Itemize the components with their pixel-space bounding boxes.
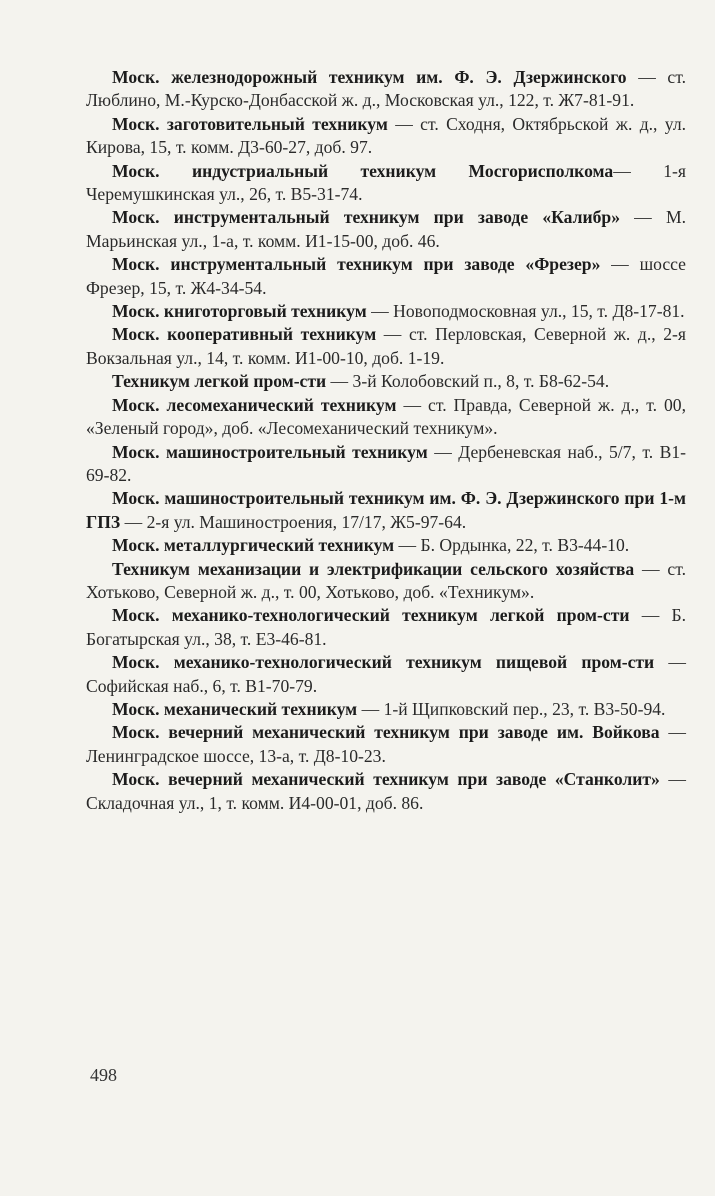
entry-name: Техникум механизации и электрификации сельского хозяйства [112,558,635,579]
directory-entry [86,394,686,441]
entry-name: Моск. книготорговый техникум [112,301,367,322]
entry-name: Моск. механико-технологический техникум пищевой пром-сти [112,652,655,673]
directory-entry [86,534,686,557]
entry-details: — Б. Ордынка, 22, т. В3-44-10. [394,535,630,556]
directory-entry [86,768,686,815]
entry-name: Моск. индустриальный техникум Мосгорисполкома [112,160,614,181]
entry-details: — Складочная ул., 1, т. комм. И4-00-01, доб. 86. [86,769,687,813]
directory-entry [86,370,686,393]
entry-details: — ст. Хотьково, Северной ж. д., т. 00, Хотьково, доб. «Техникум». [86,558,687,602]
entry-name: Моск. металлургический техникум [112,535,395,556]
directory-entry [86,651,686,698]
entry-name: Моск. железнодорожный техникум им. Ф. Э. Дзержинского [112,67,627,87]
directory-entry [86,604,686,651]
entry-name: Моск. вечерний механический техникум при заводе им. Войкова [112,722,660,743]
entry-name: Моск. кооперативный техникум [112,324,377,345]
entry-name: Моск. лесомеханический техникум [112,394,397,415]
entry-details: — ст. Люблино, М.-Курско-Донбасской ж. д., Московская ул., 122, т. Ж7-81-91. [86,67,686,111]
directory-entry [86,441,686,488]
entry-name: Моск. механический техникум [112,698,358,719]
directory-entry [86,487,686,534]
entry-details: — ст. Сходня, Октябрьской ж. д., ул. Кирова, 15, т. комм. Д3-60-27, доб. 97. [86,113,686,158]
entry-name: Моск. инструментальный техникум при заводе «Фрезер» [112,254,601,275]
directory-text-block [86,66,686,815]
directory-entry [86,558,686,605]
entry-details: — ст. Правда, Северной ж. д., т. 00, «Зеленый город», доб. «Лесомеханический техникум». [86,394,687,439]
entry-details: — Дербеневская наб., 5/7, т. В1-69-82. [86,441,686,485]
directory-entry [86,323,686,370]
entry-details: — Ленинградское шоссе, 13-а, т. Д8-10-23. [86,722,686,766]
directory-entry [86,300,686,323]
directory-entry [86,113,686,160]
entry-name: Техникум легкой пром-сти [112,371,327,392]
entry-details: — Новоподмосковная ул., 15, т. Д8-17-81. [366,301,685,322]
directory-entry [86,721,686,768]
entry-details: — шоссе Фрезер, 15, т. Ж4-34-54. [86,254,686,298]
entry-details: — ст. Перловская, Северной ж. д., 2-я Вокзальная ул., 14, т. комм. И1-00-10, доб. 1-19. [86,324,687,368]
entry-name: Моск. инструментальный техникум при заводе «Калибр» [112,207,620,228]
directory-entry [86,253,686,300]
entry-name: Моск. вечерний механический техникум при заводе «Станколит» [112,769,660,790]
entry-details: — М. Марьинская ул., 1-а, т. комм. И1-15-00, доб. 46. [86,207,687,251]
entry-name: Моск. машиностроительный техникум им. Ф. Э. Дзержинского при 1-м ГПЗ [86,488,686,532]
directory-entry [86,206,686,253]
directory-entry [86,160,686,207]
directory-entry [86,698,686,721]
page-number: 498 [90,1065,117,1085]
entry-details: — 1-я Черемушкинская ул., 26, т. В5-31-74. [86,160,686,205]
entry-name: Моск. заготовительный техникум [112,113,388,134]
entry-details: — 3-й Колобовский п., 8, т. Б8-62-54. [326,371,610,392]
entry-details: — 2-я ул. Машиностроения, 17/17, Ж5-97-64. [120,511,467,532]
entry-name: Моск. механико-технологический техникум легкой пром-сти [112,605,630,626]
entry-details: — Б. Богатырская ул., 38, т. Е3-46-81. [86,605,686,649]
entry-name: Моск. машиностроительный техникум [112,441,428,462]
entry-details: — Софийская наб., 6, т. В1-70-79. [86,652,686,696]
directory-entry [86,66,686,113]
entry-details: — 1-й Щипковский пер., 23, т. В3-50-94. [357,698,666,719]
